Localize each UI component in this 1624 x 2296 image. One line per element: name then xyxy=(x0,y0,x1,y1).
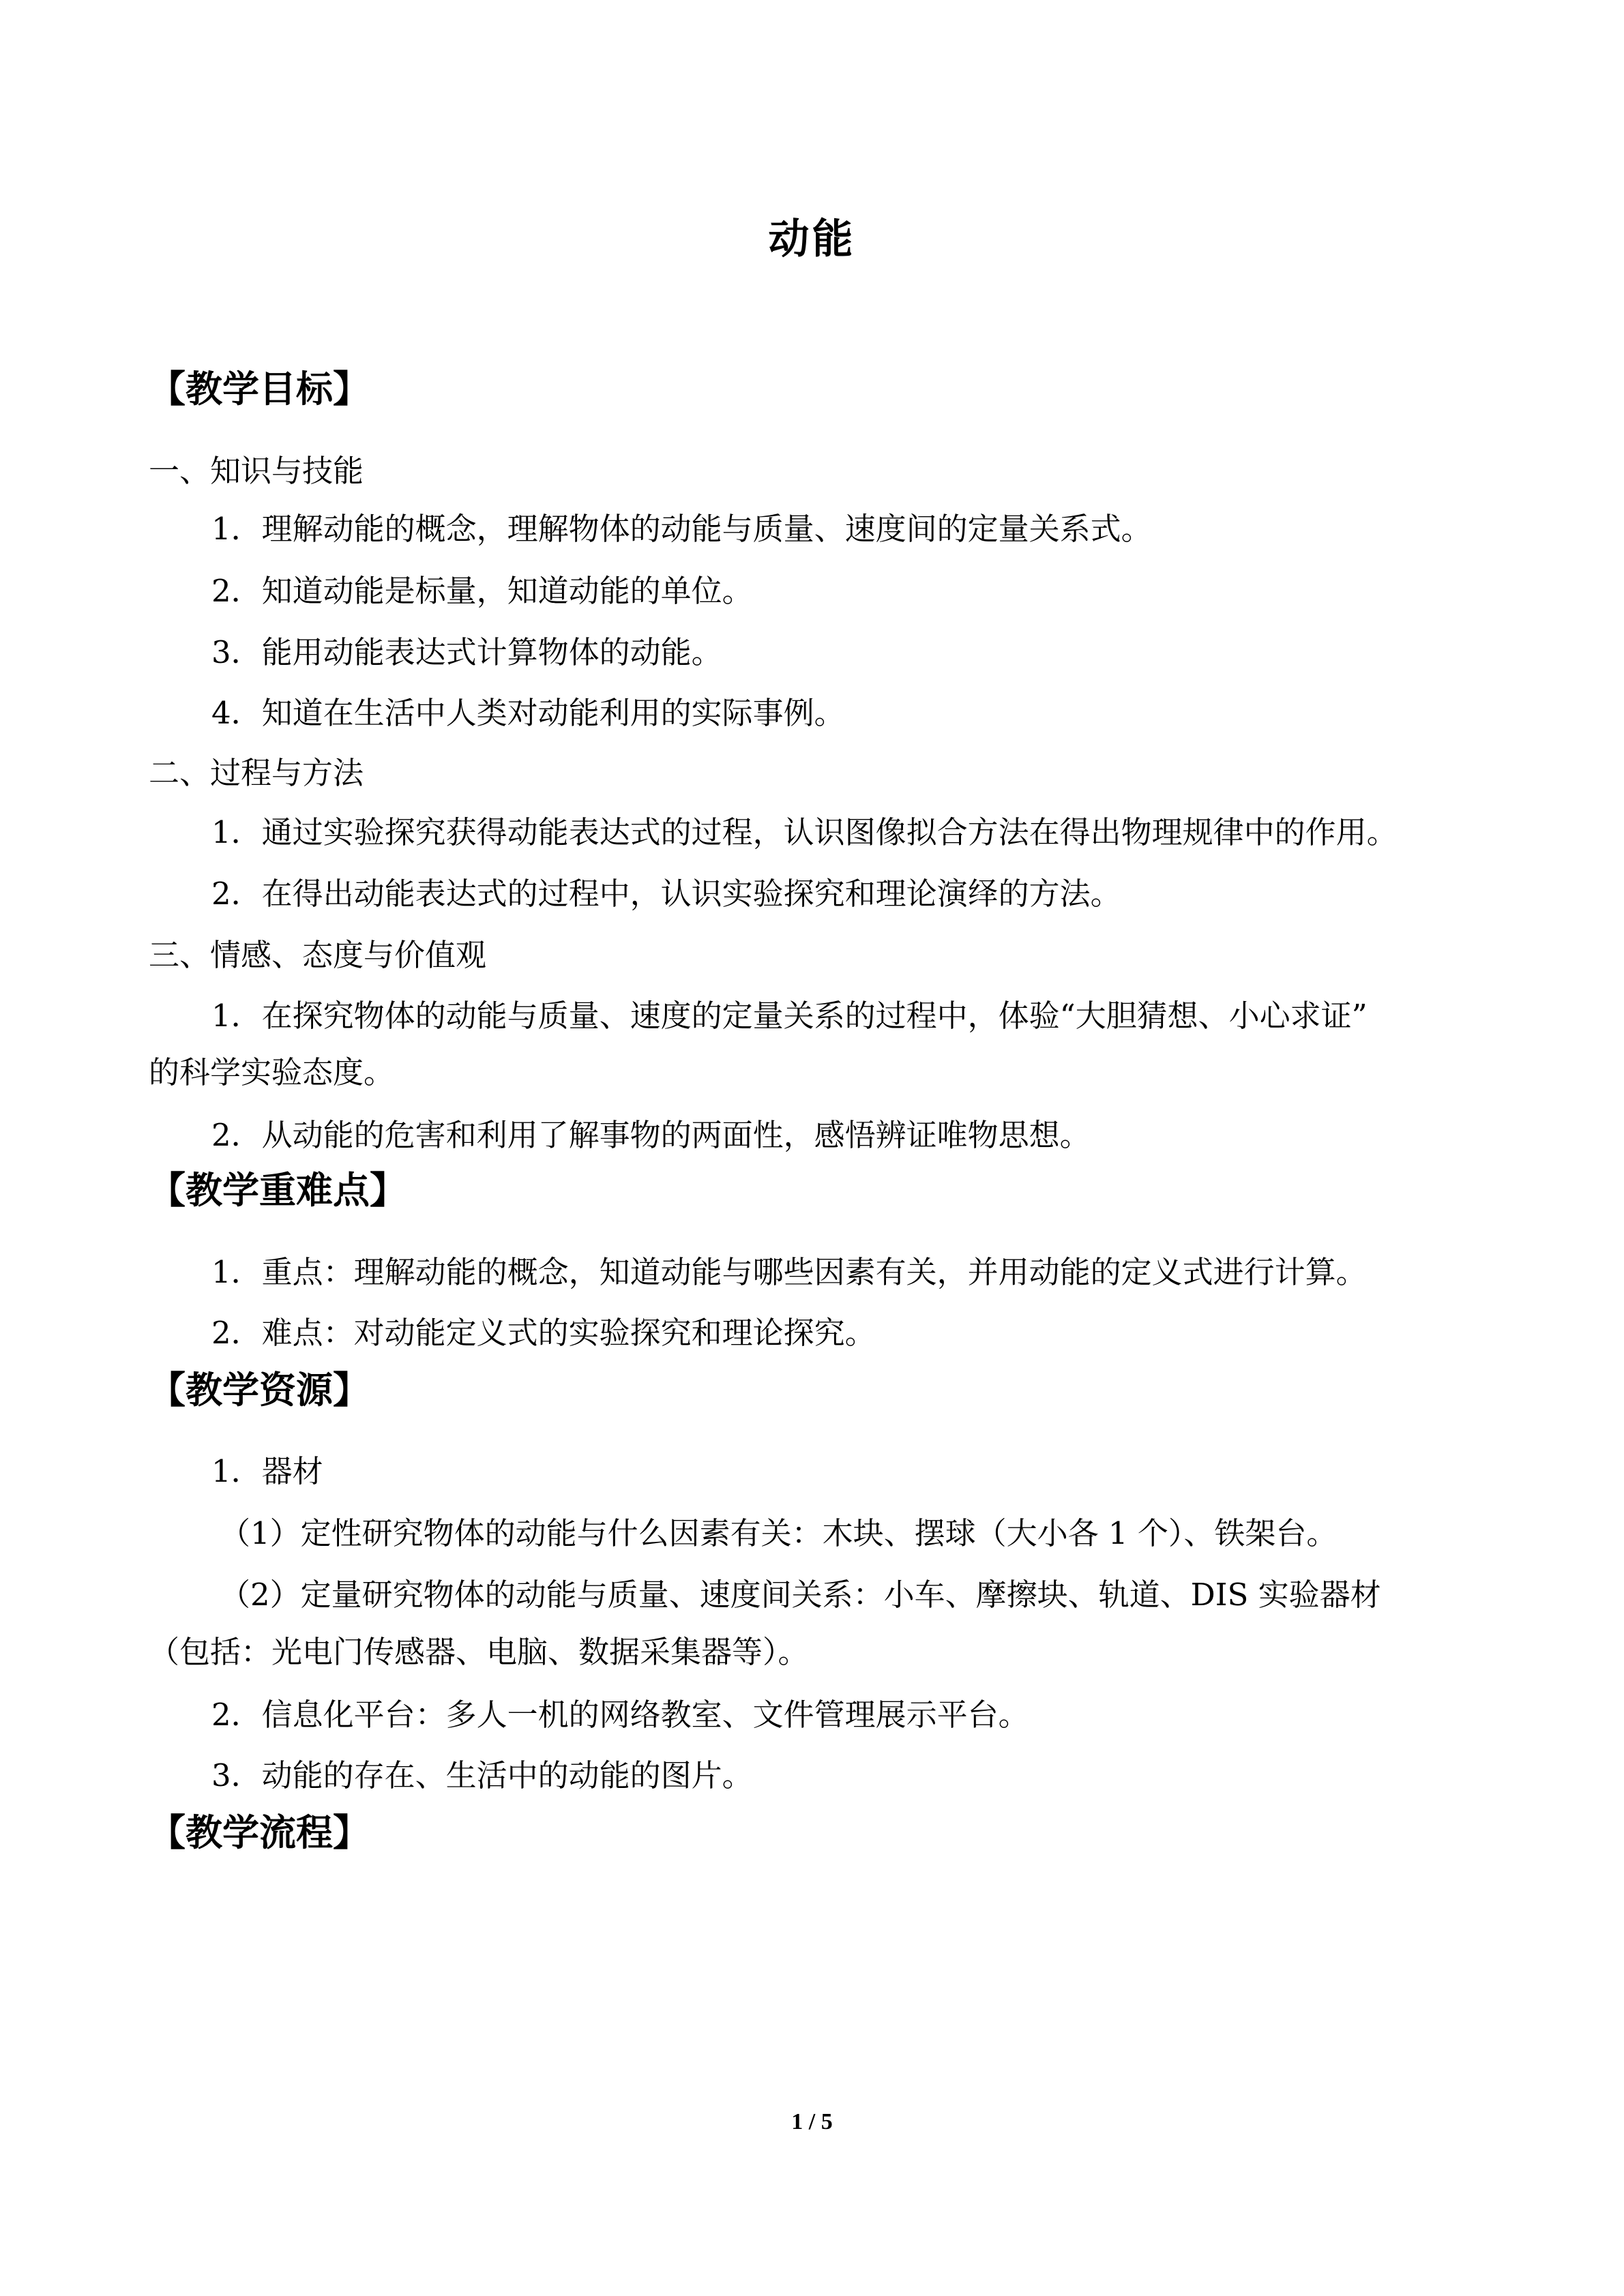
page-number: 1 / 5 xyxy=(791,2109,833,2134)
section-heading-process: 【教学流程】 xyxy=(149,1811,370,1854)
list-item: 2．难点：对动能定义式的实验探究和理论探究。 xyxy=(211,1315,876,1351)
list-sub-item: （2）定量研究物体的动能与质量、速度间关系：小车、摩擦块、轨道、DIS 实验器材 xyxy=(220,1577,1381,1613)
subsection-title-emotion-values: 三、情感、态度与价值观 xyxy=(149,937,487,973)
list-item: 3．能用动能表达式计算物体的动能。 xyxy=(211,634,722,670)
list-sub-item: （1）定性研究物体的动能与什么因素有关：木块、摆球（大小各 1 个）、铁架台。 xyxy=(220,1515,1338,1551)
list-item-continuation: 的科学实验态度。 xyxy=(149,1054,395,1090)
list-item: 1．理解动能的概念，理解物体的动能与质量、速度间的定量关系式。 xyxy=(211,511,1152,547)
list-item-continuation: （包括：光电门传感器、电脑、数据采集器等）。 xyxy=(149,1634,809,1670)
list-item: 2．信息化平台：多人一机的网络教室、文件管理展示平台。 xyxy=(211,1697,1029,1733)
list-item: 2．知道动能是标量，知道动能的单位。 xyxy=(211,573,753,609)
page-title: 动能 xyxy=(768,215,856,263)
subsection-title-process-method: 二、过程与方法 xyxy=(149,755,364,791)
list-item: 1．器材 xyxy=(211,1453,323,1489)
list-item: 1．通过实验探究获得动能表达式的过程，认识图像拟合方法在得出物理规律中的作用。 xyxy=(211,814,1398,850)
list-item: 4．知道在生活中人类对动能利用的实际事例。 xyxy=(211,695,845,731)
list-item: 2．从动能的危害和利用了解事物的两面性，感悟辨证唯物思想。 xyxy=(211,1117,1091,1153)
list-item: 2．在得出动能表达式的过程中，认识实验探究和理论演绎的方法。 xyxy=(211,876,1121,912)
section-heading-objectives: 【教学目标】 xyxy=(149,368,370,411)
section-heading-resources: 【教学资源】 xyxy=(149,1369,370,1412)
list-item: 3．动能的存在、生活中的动能的图片。 xyxy=(211,1757,753,1793)
list-item: 1．在探究物体的动能与质量、速度的定量关系的过程中，体验“大胆猜想、小心求证” xyxy=(211,998,1368,1034)
subsection-title-knowledge-skills: 一、知识与技能 xyxy=(149,453,364,489)
section-heading-key-points: 【教学重难点】 xyxy=(149,1169,407,1212)
list-item: 1．重点：理解动能的概念，知道动能与哪些因素有关，并用动能的定义式进行计算。 xyxy=(211,1254,1367,1290)
